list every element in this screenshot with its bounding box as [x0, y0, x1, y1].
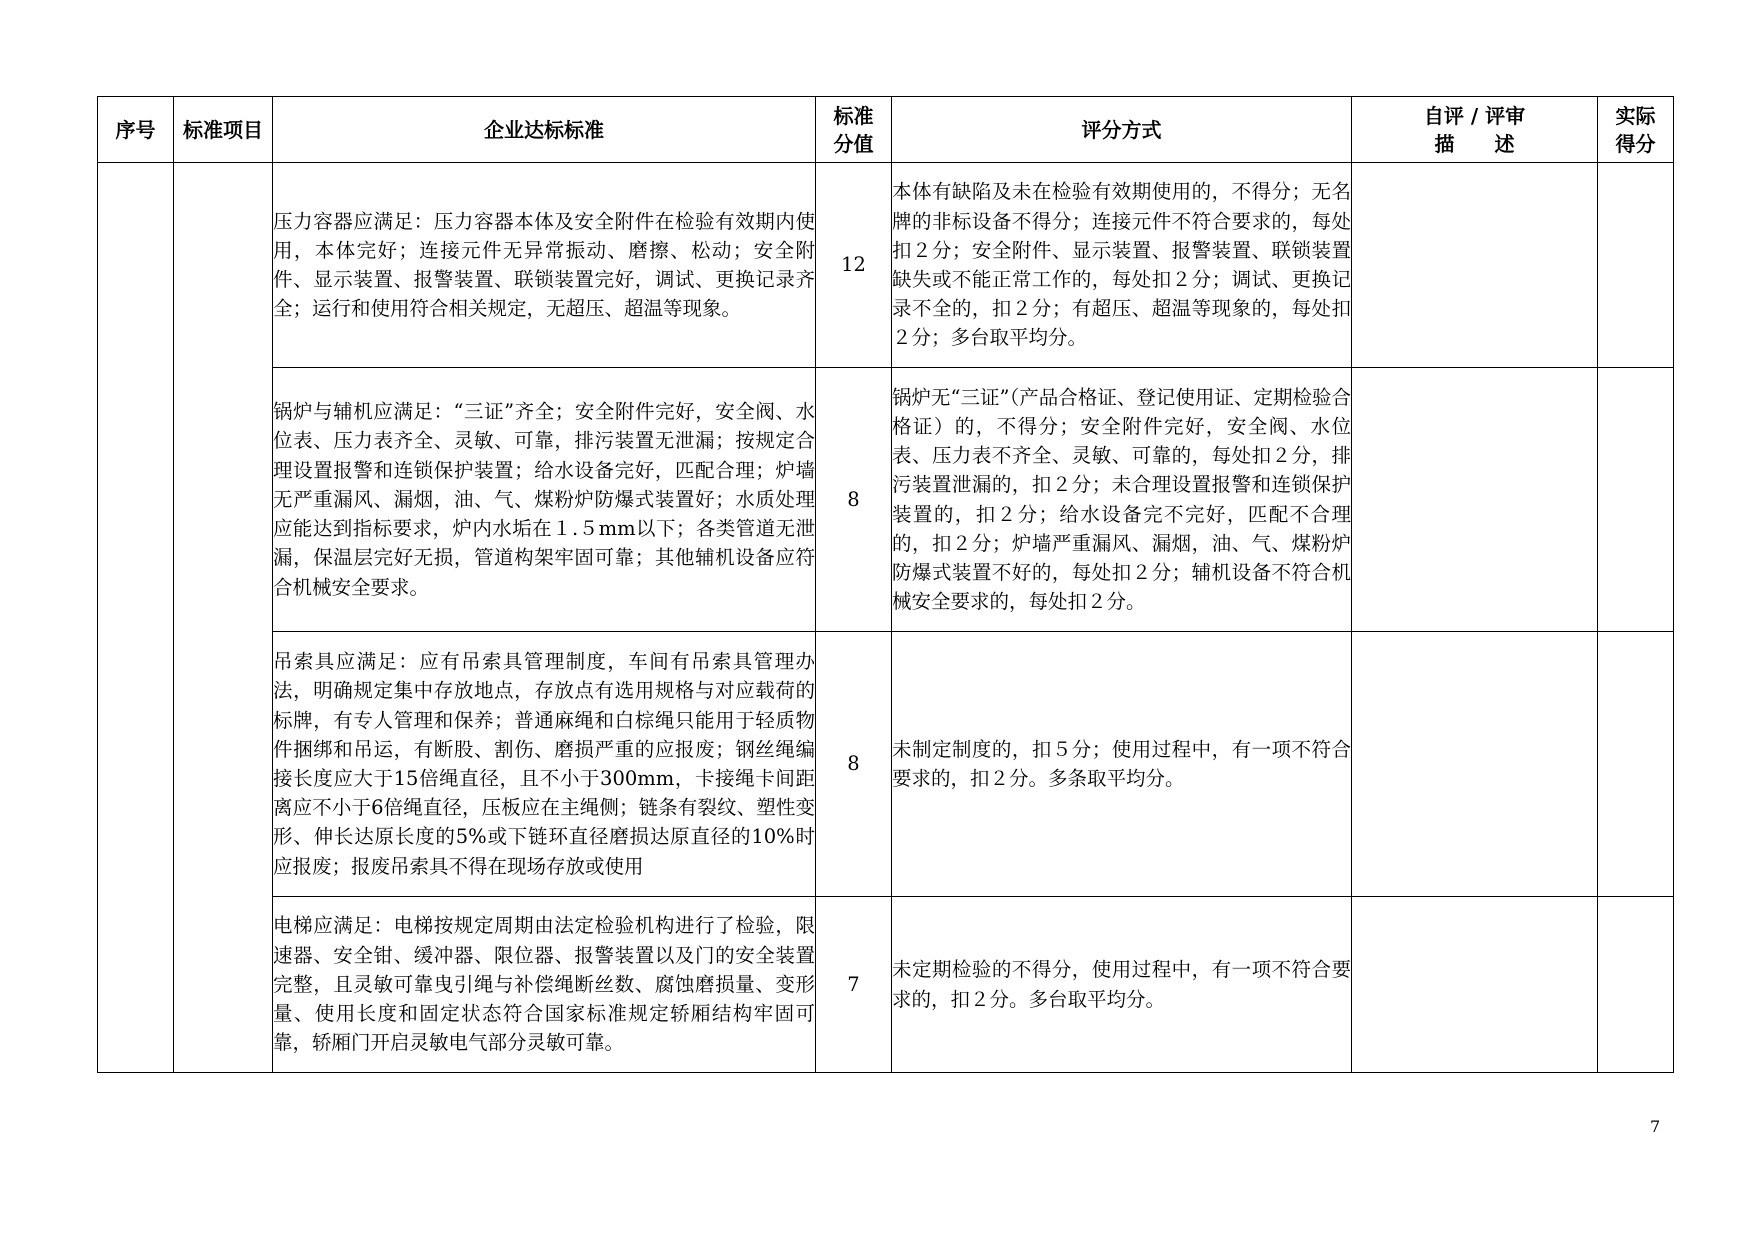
method-cell: 未定期检验的不得分，使用过程中，有一项不符合要求的，扣２分。多台取平均分。: [892, 897, 1352, 1073]
header-standard: 企业达标标准: [273, 97, 816, 163]
standard-cell: 锅炉与辅机应满足：“三证”齐全；安全附件完好，安全阀、水位表、压力表齐全、灵敏、可靠，排污装置无泄漏；按规定合理设置报警和连锁保护装置；给水设备完好，匹配合理；炉墙无严重漏风、漏烟，油、气、煤粉炉防爆式装置好；水质处理应能达到指标要求，炉内水垢在１.５mm以下；各类管道无泄漏，保温层完好无损，管道构架牢固可靠；其他辅机设备应符合机械安全要求。: [273, 368, 816, 632]
header-actual-line2: 得分: [1615, 131, 1656, 156]
actual-score-cell: [1598, 368, 1674, 632]
header-actual-line1: 实际: [1615, 103, 1656, 128]
header-method: 评分方式: [892, 97, 1352, 163]
actual-score-cell: [1598, 897, 1674, 1073]
table-row: [98, 897, 1674, 1073]
header-seq: 序号: [98, 97, 174, 163]
description-cell: [1352, 163, 1598, 368]
standards-table: [97, 96, 1674, 1073]
description-cell: [1352, 632, 1598, 897]
method-cell: 未制定制度的，扣５分；使用过程中，有一项不符合要求的，扣２分。多条取平均分。: [892, 632, 1352, 897]
description-cell: [1352, 897, 1598, 1073]
header-description-line2: 描 述: [1434, 131, 1515, 156]
standard-cell: 压力容器应满足：压力容器本体及安全附件在检验有效期内使用，本体完好；连接元件无异常振动、磨擦、松动；安全附件、显示装置、报警装置、联锁装置完好，调试、更换记录齐全；运行和使用符合相关规定，无超压、超温等现象。: [273, 163, 816, 368]
header-score: [816, 97, 892, 163]
score-cell: 12: [816, 163, 892, 368]
table-row: [98, 632, 1674, 897]
header-description: [1352, 97, 1598, 163]
header-actual-score: [1598, 97, 1674, 163]
actual-score-cell: [1598, 163, 1674, 368]
header-description-line1: 自评 / 评审: [1423, 103, 1526, 128]
table-row: [98, 368, 1674, 632]
table-row: [98, 163, 1674, 368]
standard-cell: 吊索具应满足：应有吊索具管理制度，车间有吊索具管理办法，明确规定集中存放地点，存放点有选用规格与对应载荷的标牌，有专人管理和保养；普通麻绳和白棕绳只能用于轻质物件捆绑和吊运，有断股、割伤、磨损严重的应报废；钢丝绳编接长度应大于15倍绳直径，且不小于300mm，卡接绳卡间距离应不小于6倍绳直径，压板应在主绳侧；链条有裂纹、塑性变形、伸长达原长度的5%或下链环直径磨损达原直径的10%时应报废；报废吊索具不得在现场存放或使用: [273, 632, 816, 897]
actual-score-cell: [1598, 632, 1674, 897]
header-row: [98, 97, 1674, 163]
seq-cell: [98, 163, 174, 1073]
score-cell: 7: [816, 897, 892, 1073]
header-score-line2: 分值: [833, 131, 874, 156]
score-cell: 8: [816, 368, 892, 632]
page-number: 7: [1650, 1117, 1661, 1136]
header-item: 标准项目: [174, 97, 273, 163]
item-cell: [174, 163, 273, 1073]
header-score-line1: 标准: [833, 103, 874, 128]
method-cell: 锅炉无“三证”（产品合格证、登记使用证、定期检验合格证）的，不得分；安全附件完好，安全阀、水位表、压力表不齐全、灵敏、可靠的，每处扣２分，排污装置泄漏的，扣２分；未合理设置报警和连锁保护装置的，扣２分；给水设备完不完好，匹配不合理的，扣２分；炉墙严重漏风、漏烟，油、气、煤粉炉防爆式装置不好的，每处扣２分；辅机设备不符合机械安全要求的，每处扣２分。: [892, 368, 1352, 632]
standard-cell: 电梯应满足：电梯按规定周期由法定检验机构进行了检验，限速器、安全钳、缓冲器、限位器、报警装置以及门的安全装置完整，且灵敏可靠曳引绳与补偿绳断丝数、腐蚀磨损量、变形量、使用长度和固定状态符合国家标准规定轿厢结构牢固可靠，轿厢门开启灵敏电气部分灵敏可靠。: [273, 897, 816, 1073]
description-cell: [1352, 368, 1598, 632]
method-cell: 本体有缺陷及未在检验有效期使用的，不得分；无名牌的非标设备不得分；连接元件不符合要求的，每处扣２分；安全附件、显示装置、报警装置、联锁装置缺失或不能正常工作的，每处扣２分；调试、更换记录不全的，扣２分；有超压、超温等现象的，每处扣２分；多台取平均分。: [892, 163, 1352, 368]
score-cell: 8: [816, 632, 892, 897]
